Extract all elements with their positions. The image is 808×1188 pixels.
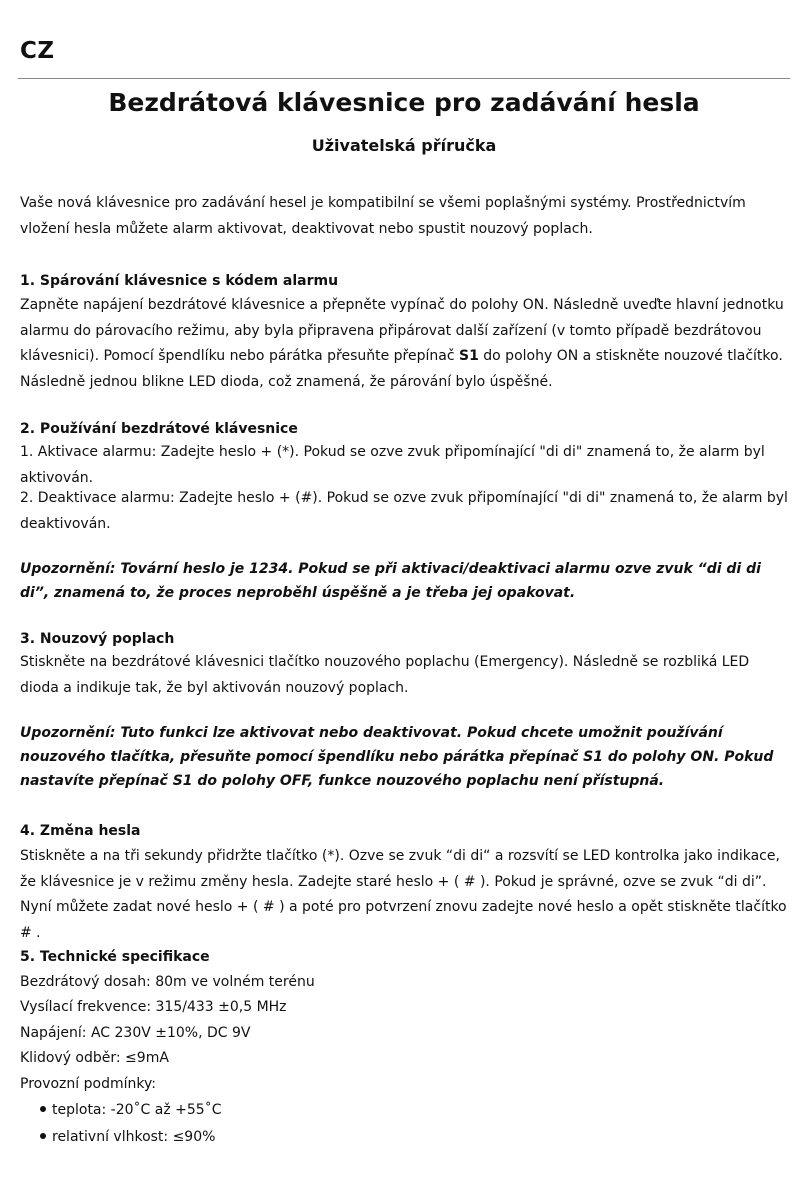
header-divider: [18, 78, 790, 79]
intro-paragraph: Vaše nová klávesnice pro zadávání hesel je kompatibilní se všemi poplašnými systémy. Prostřednictvím vložení hesla můžete alarm aktivovat, deaktivovat nebo spustit nouzový poplach.: [20, 195, 746, 237]
warning-emergency-function: Upozornění: Tuto funkci lze aktivovat nebo deaktivovat. Pokud chcete umožnit používání nouzového tlačítka, přesuňte pomocí špendlíku nebo párátka přepínač S1 do polohy ON. Pokud nastavíte přepínač S1 do polohy OFF, funkce nouzového poplachu není přístupná.: [20, 725, 774, 789]
spec-bullet-humidity: [40, 1126, 215, 1148]
warning-default-password: Upozornění: Tovární heslo je 1234. Pokud se při aktivaci/deaktivaci alarmu ozve zvuk “di di di di”, znamená to, že proces neproběhl úspěšně a je třeba jej opakovat.: [20, 561, 761, 601]
spec-humidity: relativní vlhkost: ≤90%: [52, 1129, 216, 1145]
section-4-heading: 4. Změna hesla: [20, 823, 141, 839]
bullet-icon: [40, 1106, 46, 1112]
page-subtitle: Uživatelská příručka: [311, 136, 497, 155]
spec-standby: Klidový odběr: ≤9mA: [20, 1050, 169, 1066]
spec-range: Bezdrátový dosah: 80m ve volném terénu: [20, 974, 315, 990]
spec-temperature: teplota: -20˚C až +55˚C: [52, 1102, 222, 1118]
section-3-text: Stiskněte na bezdrátové klávesnici tlačítko nouzového poplachu (Emergency). Následně se rozbliká LED dioda a indikuje tak, že byl aktivován nouzový poplach.: [20, 654, 750, 696]
spec-bullet-temperature: [40, 1099, 221, 1121]
language-label: CZ: [20, 38, 55, 64]
section-1-text-part-b: do polohy ON a stiskněte nouzové tlačítko. Následně jednou blikne LED dioda, což znamená, že párování bylo úspěšné.: [20, 348, 783, 390]
spec-frequency: Vysílací frekvence: 315/433 ±0,5 MHz: [20, 999, 287, 1015]
spec-conditions: Provozní podmínky:: [20, 1076, 156, 1092]
section-2-heading: 2. Používání bezdrátové klávesnice: [20, 421, 298, 437]
section-1-text-part-a: Zapněte napájení bezdrátové klávesnice a přepněte vypínač do polohy ON. Následně uveďte hlavní jednotku alarmu do párovacího režimu, aby byla připravena připárovat další zařízení (v tomto případě bezdrátovou klávesnici). Pomocí špendlíku nebo párátka přesuňte přepínač: [20, 297, 784, 364]
section-5-heading: 5. Technické specifikace: [20, 949, 210, 965]
section-1-heading: 1. Spárování klávesnice s kódem alarmu: [20, 273, 339, 289]
section-4-text: Stiskněte a na tři sekundy přidržte tlačítko (*). Ozve se zvuk “di di“ a rozsvítí se LED kontrolka jako indikace, že klávesnice je v režimu změny hesla. Zadejte staré heslo + ( # ). Pokud je správné, ozve se zvuk “di di”. Nyní můžete zadat nové heslo + ( # ) a poté pro potvrzení znovu zadejte nové heslo a opět stiskněte tlačítko # .: [20, 848, 787, 941]
section-2-item-1: 1. Aktivace alarmu: Zadejte heslo + (*). Pokud se ozve zvuk připomínající "di di" znamená to, že alarm byl aktivován.: [20, 444, 765, 486]
switch-label: S1: [459, 348, 479, 364]
bullet-icon: [40, 1133, 46, 1139]
section-3-heading: 3. Nouzový poplach: [20, 631, 175, 647]
spec-power: Napájení: AC 230V ±10%, DC 9V: [20, 1025, 251, 1041]
page-title: Bezdrátová klávesnice pro zadávání hesla: [108, 88, 700, 117]
section-2-item-2: 2. Deaktivace alarmu: Zadejte heslo + (#). Pokud se ozve zvuk připomínající "di di" znamená to, že alarm byl deaktivován.: [20, 490, 788, 532]
section-1-text: [20, 293, 790, 395]
